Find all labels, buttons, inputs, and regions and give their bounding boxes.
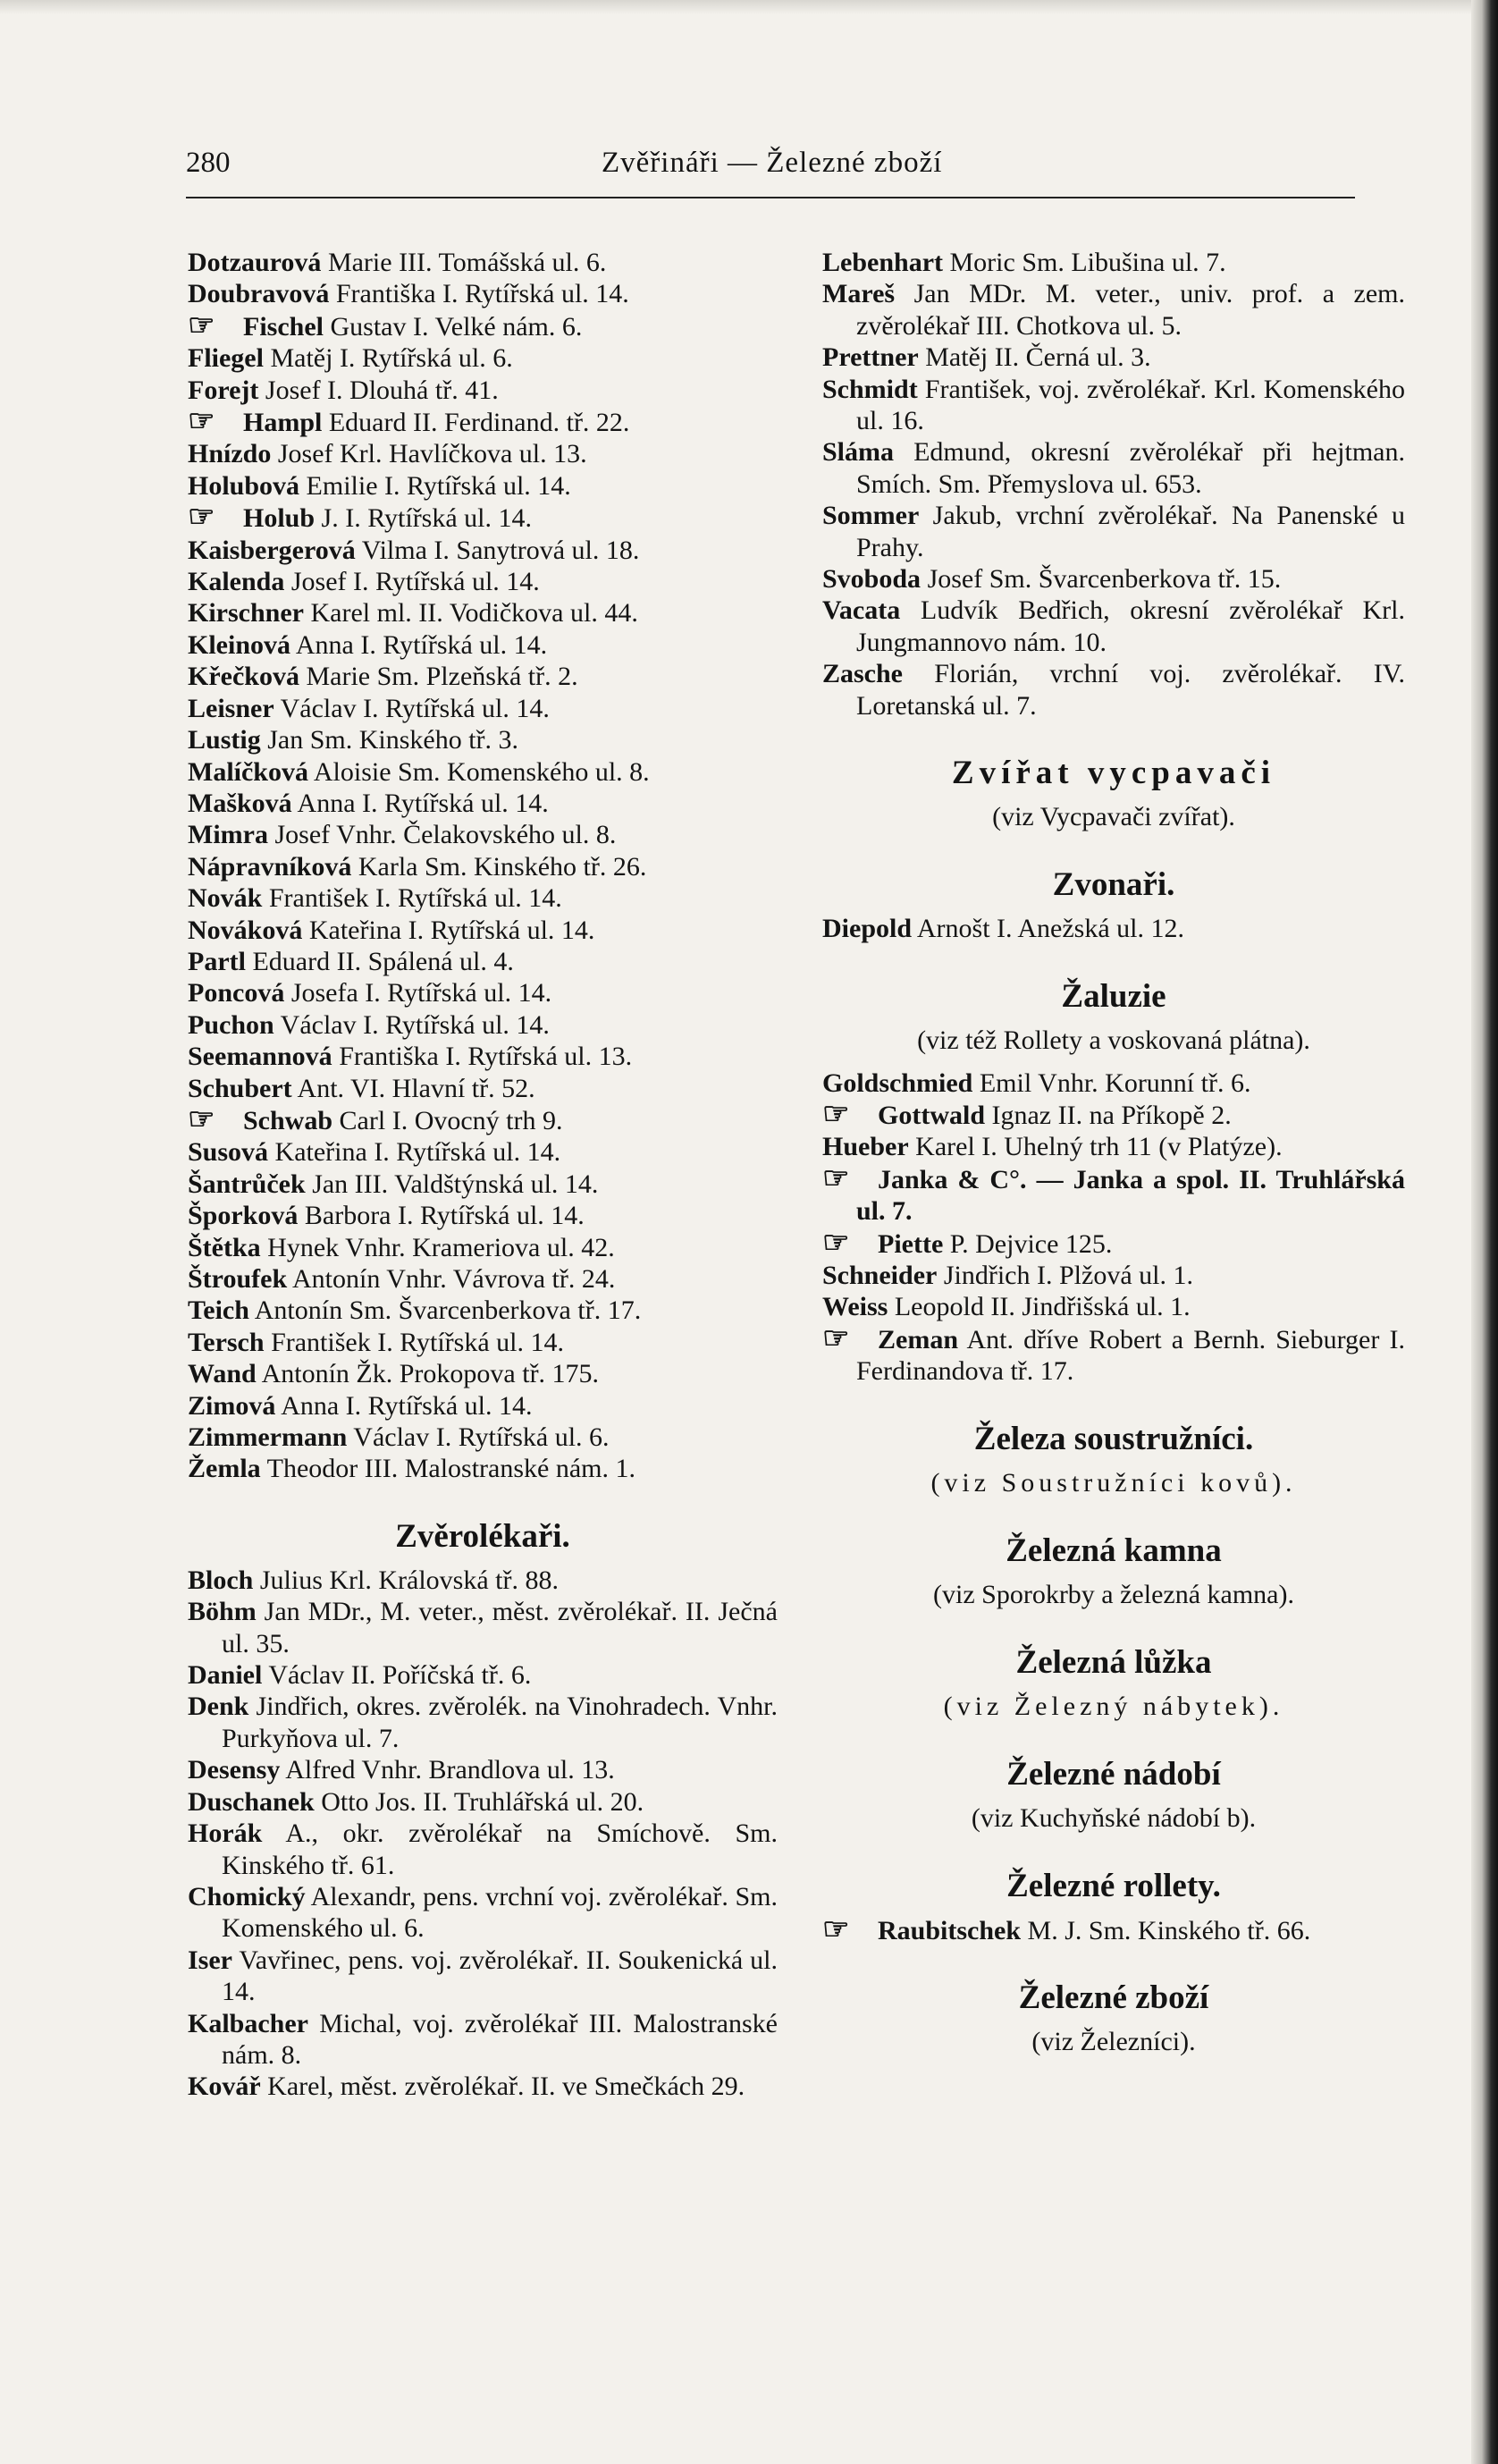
- see-reference: (viz Vycpavači zvířat).: [992, 802, 1235, 832]
- entry-address: Josef Sm. Švarcenberkova tř. 15.: [927, 564, 1282, 595]
- list-item: [188, 977, 778, 1008]
- entry-name: Křečková: [188, 662, 299, 692]
- entry-name: Žemla: [188, 1454, 261, 1484]
- list-item: [822, 658, 1405, 721]
- entry-name: Schubert: [188, 1073, 292, 1103]
- list-item: [188, 756, 778, 788]
- entry-address: Marie III. Tomášská ul. 6.: [327, 248, 607, 277]
- list-item: [188, 438, 778, 469]
- section-heading-zverolekari: Zvěrolékaři.: [395, 1517, 570, 1555]
- list-item: [822, 1228, 1405, 1260]
- entry-address: Jan MDr., M. veter., měst. zvěrolékař. II. Ječná ul. 35.: [222, 1597, 778, 1658]
- entry-name: Holubová: [188, 470, 300, 501]
- see-reference: (viz Železný nábytek).: [943, 1691, 1284, 1721]
- entry-name: Nováková: [188, 915, 303, 945]
- list-item: [188, 1358, 778, 1389]
- entry-name: Weiss: [822, 1292, 888, 1322]
- entry-name: Schwab: [243, 1105, 333, 1135]
- entry-name: Fliegel: [188, 343, 264, 374]
- list-item: [822, 1323, 1405, 1388]
- entry-name: Šporková: [188, 1201, 299, 1231]
- section-heading-zelezne-rollety: Železné rollety.: [1006, 1867, 1221, 1904]
- list-item: [188, 851, 778, 882]
- entry-address: Jakub, vrchní zvěrolékař. Na Panenské u Prahy.: [856, 501, 1406, 562]
- entry-name: Lustig: [188, 725, 261, 755]
- entry-address: Václav I. Rytířská ul. 6.: [353, 1422, 610, 1453]
- entry-address: Vavřinec, pens. voj. zvěrolékař. II. Soukenická ul. 14.: [222, 1945, 778, 2007]
- entry-name: Mašková: [188, 788, 292, 818]
- entry-address: Hynek Vnhr. Krameriova ul. 42.: [267, 1232, 615, 1262]
- list-item: [188, 278, 778, 309]
- pointing-hand-icon: ☞: [822, 1912, 850, 1946]
- list-item: [188, 1232, 778, 1263]
- list-item: [188, 819, 778, 850]
- list-item: [822, 1067, 1405, 1099]
- entry-name: Schneider: [822, 1260, 938, 1290]
- entry-address: P. Dejvice 125.: [949, 1228, 1113, 1259]
- list-item: [188, 1754, 778, 1785]
- list-item: [188, 1818, 778, 1881]
- see-reference: (viz Železníci).: [1031, 2026, 1196, 2056]
- entry-name: Kirschner: [188, 598, 304, 629]
- entry-name: Puchon: [188, 1009, 274, 1040]
- entry-name: Lebenhart: [822, 248, 943, 277]
- entry-address: Karel, měst. zvěrolékař. II. ve Smečkách 29.: [267, 2072, 745, 2102]
- page-header: [186, 147, 1355, 191]
- see-reference: (viz Sporokrby a železná kamna).: [933, 1579, 1294, 1609]
- pointing-hand-icon: ☞: [188, 308, 215, 342]
- entry-name: Wand: [188, 1359, 257, 1389]
- entry-address: Antonín Sm. Švarcenberkova tř. 17.: [254, 1295, 642, 1326]
- list-item: [822, 436, 1405, 500]
- entry-address: Arnošt I. Anežská ul. 12.: [916, 914, 1185, 944]
- list-item: [188, 1041, 778, 1072]
- entry-name: Gottwald: [878, 1100, 985, 1130]
- entry-name: Nápravníková: [188, 851, 352, 882]
- entry-name: Janka & C°.: [878, 1164, 1027, 1194]
- entry-address: Matěj II. Černá ul. 3.: [925, 342, 1151, 373]
- list-item: [188, 502, 778, 534]
- section-heading-zaluzie: Žaluzie: [1061, 977, 1166, 1015]
- entry-name: Mareš: [822, 279, 896, 309]
- list-item: [822, 1099, 1405, 1131]
- entry-address: Františka I. Rytířská ul. 14.: [335, 279, 629, 309]
- section-heading-zelezne-nadobi: Železné nádobí: [1006, 1755, 1221, 1793]
- list-item: [188, 1104, 778, 1136]
- list-item: [188, 1659, 778, 1691]
- see-reference: (viz Kuchyňské nádobí b).: [971, 1802, 1257, 1833]
- entry-name: Kalenda: [188, 567, 285, 597]
- list-item: [188, 375, 778, 406]
- entry-name: Svoboda: [822, 564, 922, 595]
- list-item: [188, 1136, 778, 1168]
- entry-address: Václav I. Rytířská ul. 14.: [280, 693, 550, 723]
- list-item: [188, 535, 778, 566]
- entry-address: Václav I. Rytířská ul. 14.: [280, 1009, 550, 1040]
- list-item: [188, 566, 778, 597]
- list-item: [188, 1295, 778, 1326]
- list-item: [188, 1169, 778, 1200]
- list-item: [188, 882, 778, 914]
- left-column: [188, 247, 778, 2103]
- entry-address: Edmund, okresní zvěrolékař při hejtman. Smích. Sm. Přemyslova ul. 653.: [856, 437, 1405, 499]
- list-item: [188, 247, 778, 278]
- list-item: [822, 913, 1405, 944]
- entry-address: Karla Sm. Kinského tř. 26.: [358, 851, 647, 882]
- entry-address: Matěj I. Rytířská ul. 6.: [270, 343, 513, 374]
- entry-address: Ignaz II. na Příkopě 2.: [991, 1100, 1232, 1130]
- entry-address: Jan Sm. Kinského tř. 3.: [267, 725, 519, 755]
- running-head: Zvěřináři — Železné zboží: [602, 147, 943, 179]
- entry-address: Karel ml. II. Vodičkova ul. 44.: [310, 598, 638, 629]
- entry-address: Florián, vrchní voj. zvěrolékař. IV. Loretanská ul. 7.: [856, 659, 1405, 721]
- entry-name: Chomický: [188, 1881, 306, 1911]
- entry-name: Teich: [188, 1295, 249, 1326]
- entry-name: Partl: [188, 946, 246, 976]
- entry-address: Aloisie Sm. Komenského ul. 8.: [313, 756, 650, 787]
- entry-address: Leopold II. Jindřišská ul. 1.: [894, 1292, 1191, 1322]
- entry-address: Josef I. Rytířská ul. 14.: [290, 567, 540, 597]
- list-item: [188, 1565, 778, 1596]
- entry-name: Forejt: [188, 375, 259, 405]
- entry-address: A., okr. zvěrolékař na Smíchově. Sm. Kinského tř. 61.: [222, 1818, 778, 1880]
- entry-address: František I. Rytířská ul. 14.: [271, 1327, 564, 1357]
- entry-name: Denk: [188, 1692, 249, 1722]
- entry-name: Štětka: [188, 1232, 261, 1262]
- entry-address: Julius Krl. Královská tř. 88.: [259, 1565, 559, 1595]
- entry-name: Kaisbergerová: [188, 535, 356, 565]
- entry-name: Goldschmied: [822, 1067, 973, 1098]
- section-heading-zelezna-luzka: Železná lůžka: [1015, 1643, 1212, 1681]
- section-heading-zelezne-zbozi: Železné zboží: [1018, 1979, 1209, 2016]
- entry-address: Josef Krl. Havlíčkova ul. 13.: [277, 439, 587, 469]
- page-top-shadow: [0, 0, 1498, 14]
- entry-name: Prettner: [822, 342, 919, 373]
- list-item: [188, 1327, 778, 1358]
- pointing-hand-icon: ☞: [188, 501, 215, 535]
- entry-address: Michal, voj. zvěrolékař III. Malostranské nám. 8.: [222, 2008, 778, 2070]
- entry-name: Diepold: [822, 914, 913, 944]
- entry-address: J. I. Rytířská ul. 14.: [321, 503, 533, 534]
- entry-name: Piette: [878, 1228, 944, 1259]
- entry-name: Duschanek: [188, 1786, 315, 1817]
- entry-name: Poncová: [188, 978, 285, 1008]
- pointing-hand-icon: ☞: [188, 405, 215, 439]
- entry-address: Theodor III. Malostranské nám. 1.: [266, 1454, 636, 1484]
- entry-name: Seemannová: [188, 1042, 332, 1072]
- entry-address: Václav II. Poříčská tř. 6.: [268, 1660, 532, 1691]
- entry-name: Daniel: [188, 1660, 263, 1691]
- list-item: [188, 1786, 778, 1818]
- entry-address: Alfred Vnhr. Brandlova ul. 13.: [285, 1755, 615, 1785]
- right-column: [822, 247, 1405, 2069]
- list-item: [188, 629, 778, 661]
- entry-address: Eduard II. Ferdinand. tř. 22.: [328, 408, 630, 438]
- see-reference: (viz též Rollety a voskovaná plátna).: [917, 1025, 1310, 1055]
- list-item: [188, 693, 778, 724]
- list-item: [822, 247, 1405, 278]
- entry-name: Štroufek: [188, 1264, 288, 1294]
- entry-address: Marie Sm. Plzeňská tř. 2.: [306, 662, 578, 692]
- list-item: [188, 661, 778, 692]
- entry-address: Anna I. Rytířská ul. 14.: [297, 788, 549, 818]
- list-item: [188, 1881, 778, 1945]
- list-item: [188, 1422, 778, 1453]
- list-item: [822, 374, 1405, 437]
- entry-address: Jan III. Valdštýnská ul. 14.: [312, 1169, 599, 1199]
- entry-address: Jindřich, okres. zvěrolék. na Vinohradech. Vnhr. Purkyňova ul. 7.: [222, 1692, 778, 1753]
- entry-name: Horák: [188, 1818, 263, 1849]
- section-heading-zelezna-kamna: Železná kamna: [1006, 1532, 1222, 1569]
- entry-address: Emilie I. Rytířská ul. 14.: [306, 470, 571, 501]
- entry-name: Holub: [243, 503, 316, 534]
- pointing-hand-icon: ☞: [822, 1161, 850, 1195]
- list-item: [822, 1163, 1405, 1228]
- list-item: [822, 563, 1405, 595]
- entry-name: Schmidt: [822, 374, 918, 404]
- entry-name: Susová: [188, 1137, 269, 1168]
- entry-address: Antonín Žk. Prokopova tř. 175.: [261, 1359, 600, 1389]
- entry-name: Kleinová: [188, 629, 291, 660]
- list-item: [188, 1453, 778, 1484]
- list-item: [188, 1263, 778, 1295]
- list-item: [188, 1200, 778, 1231]
- entry-address: Carl I. Ovocný trh 9.: [339, 1105, 563, 1135]
- list-item: [822, 1291, 1405, 1322]
- list-item: [188, 310, 778, 342]
- entry-name: Hampl: [243, 408, 323, 438]
- list-item: [822, 1260, 1405, 1291]
- entry-name: Iser: [188, 1945, 232, 1975]
- entry-name: Hnízdo: [188, 439, 272, 469]
- entry-address: — Janka a spol. II. Truhlářská ul. 7.: [856, 1164, 1405, 1227]
- list-item: [188, 597, 778, 629]
- entry-name: Šantrůček: [188, 1169, 306, 1199]
- entry-name: Böhm: [188, 1597, 257, 1627]
- list-item: [188, 1009, 778, 1041]
- entry-address: Kateřina I. Rytířská ul. 14.: [274, 1137, 561, 1168]
- entry-address: Josef Vnhr. Čelakovského ul. 8.: [274, 820, 617, 850]
- entry-name: Hueber: [822, 1132, 909, 1162]
- entry-address: Anna I. Rytířská ul. 14.: [295, 629, 548, 660]
- list-item: [822, 1914, 1405, 1946]
- entry-name: Mimra: [188, 820, 268, 850]
- entry-address: Eduard II. Spálená ul. 4.: [252, 946, 514, 976]
- list-item: [188, 915, 778, 946]
- pointing-hand-icon: ☞: [822, 1321, 850, 1355]
- page-number: 280: [186, 147, 231, 179]
- entry-address: Jan MDr. M. veter., univ. prof. a zem. zvěrolékař III. Chotkova ul. 5.: [856, 279, 1405, 341]
- entry-name: Sláma: [822, 437, 895, 468]
- list-item: [188, 1390, 778, 1422]
- list-item: [188, 1073, 778, 1104]
- entry-name: Zimmermann: [188, 1422, 348, 1453]
- entry-name: Zeman: [878, 1324, 958, 1354]
- entry-address: Gustav I. Velké nám. 6.: [330, 311, 583, 342]
- see-reference: (viz Soustružníci kovů).: [930, 1467, 1297, 1498]
- list-item: [188, 2008, 778, 2072]
- entry-name: Kovář: [188, 2072, 261, 2102]
- list-item: [822, 1131, 1405, 1162]
- list-item: [188, 342, 778, 374]
- entry-address: Kateřina I. Rytířská ul. 14.: [308, 915, 595, 945]
- entry-address: Emil Vnhr. Korunní tř. 6.: [979, 1067, 1251, 1098]
- entry-address: František, voj. zvěrolékař. Krl. Komenského ul. 16.: [856, 374, 1406, 436]
- entry-address: Ludvík Bedřich, okresní zvěrolékař Krl. Jungmannovo nám. 10.: [856, 595, 1405, 657]
- list-item: [188, 470, 778, 502]
- entry-name: Novák: [188, 883, 263, 914]
- pointing-hand-icon: ☞: [822, 1097, 850, 1131]
- entry-address: Ant. VI. Hlavní tř. 52.: [297, 1073, 535, 1103]
- list-item: [822, 278, 1405, 342]
- entry-address: Moric Sm. Libušina ul. 7.: [949, 248, 1226, 277]
- list-item: [188, 1596, 778, 1659]
- pointing-hand-icon: ☞: [188, 1102, 215, 1136]
- entry-address: Otto Jos. II. Truhlářská ul. 20.: [321, 1786, 644, 1817]
- entry-name: Vacata: [822, 595, 901, 626]
- entry-name: Doubravová: [188, 279, 330, 309]
- entry-name: Zimová: [188, 1390, 276, 1421]
- page-edge-binding: [1471, 0, 1498, 2464]
- entry-address: Vilma I. Sanytrová ul. 18.: [361, 535, 640, 565]
- entry-name: Desensy: [188, 1755, 281, 1785]
- entry-address: Františka I. Rytířská ul. 13.: [339, 1042, 633, 1072]
- section-heading-zvirat-vycpavaci: Zvířat vycpavači: [951, 755, 1276, 792]
- list-item: [188, 2071, 778, 2102]
- entry-address: Alexandr, pens. vrchní voj. zvěrolékař. Sm. Komenského ul. 6.: [222, 1881, 778, 1944]
- list-item: [188, 406, 778, 438]
- entry-address: Josefa I. Rytířská ul. 14.: [290, 978, 552, 1008]
- list-item: [188, 1691, 778, 1754]
- entry-address: František I. Rytířská ul. 14.: [268, 883, 562, 914]
- entry-address: Anna I. Rytířská ul. 14.: [281, 1390, 533, 1421]
- pointing-hand-icon: ☞: [822, 1226, 850, 1260]
- entry-address: Karel I. Uhelný trh 11 (v Platýze).: [915, 1132, 1283, 1162]
- entry-name: Dotzaurová: [188, 248, 322, 277]
- entry-address: Ant. dříve Robert a Bernh. Sieburger I. Ferdinandova tř. 17.: [856, 1324, 1405, 1387]
- section-heading-zeleza-soustruznici: Železa soustružníci.: [973, 1420, 1254, 1457]
- list-item: [188, 724, 778, 755]
- entry-name: Tersch: [188, 1327, 265, 1357]
- entry-name: Kalbacher: [188, 2008, 308, 2038]
- list-item: [822, 500, 1405, 563]
- entry-name: Zasche: [822, 659, 903, 689]
- list-item: [822, 342, 1405, 373]
- entry-name: Raubitschek: [878, 1915, 1022, 1945]
- entry-name: Sommer: [822, 501, 920, 531]
- section-heading-zvonari: Zvonaři.: [1052, 866, 1175, 904]
- entry-address: Josef I. Dlouhá tř. 41.: [265, 375, 499, 405]
- list-item: [822, 595, 1405, 658]
- entry-address: M. J. Sm. Kinského tř. 66.: [1027, 1915, 1311, 1945]
- header-rule: [186, 197, 1355, 198]
- entry-name: Bloch: [188, 1565, 254, 1595]
- list-item: [188, 946, 778, 977]
- entry-name: Leisner: [188, 693, 274, 723]
- list-item: [188, 788, 778, 819]
- entry-address: Barbora I. Rytířská ul. 14.: [304, 1201, 585, 1231]
- entry-address: Jindřich I. Plžová ul. 1.: [943, 1260, 1193, 1290]
- list-item: [188, 1945, 778, 2008]
- entry-name: Fischel: [243, 311, 324, 342]
- entry-name: Malíčková: [188, 756, 308, 787]
- entry-address: Antonín Vnhr. Vávrova tř. 24.: [291, 1264, 616, 1294]
